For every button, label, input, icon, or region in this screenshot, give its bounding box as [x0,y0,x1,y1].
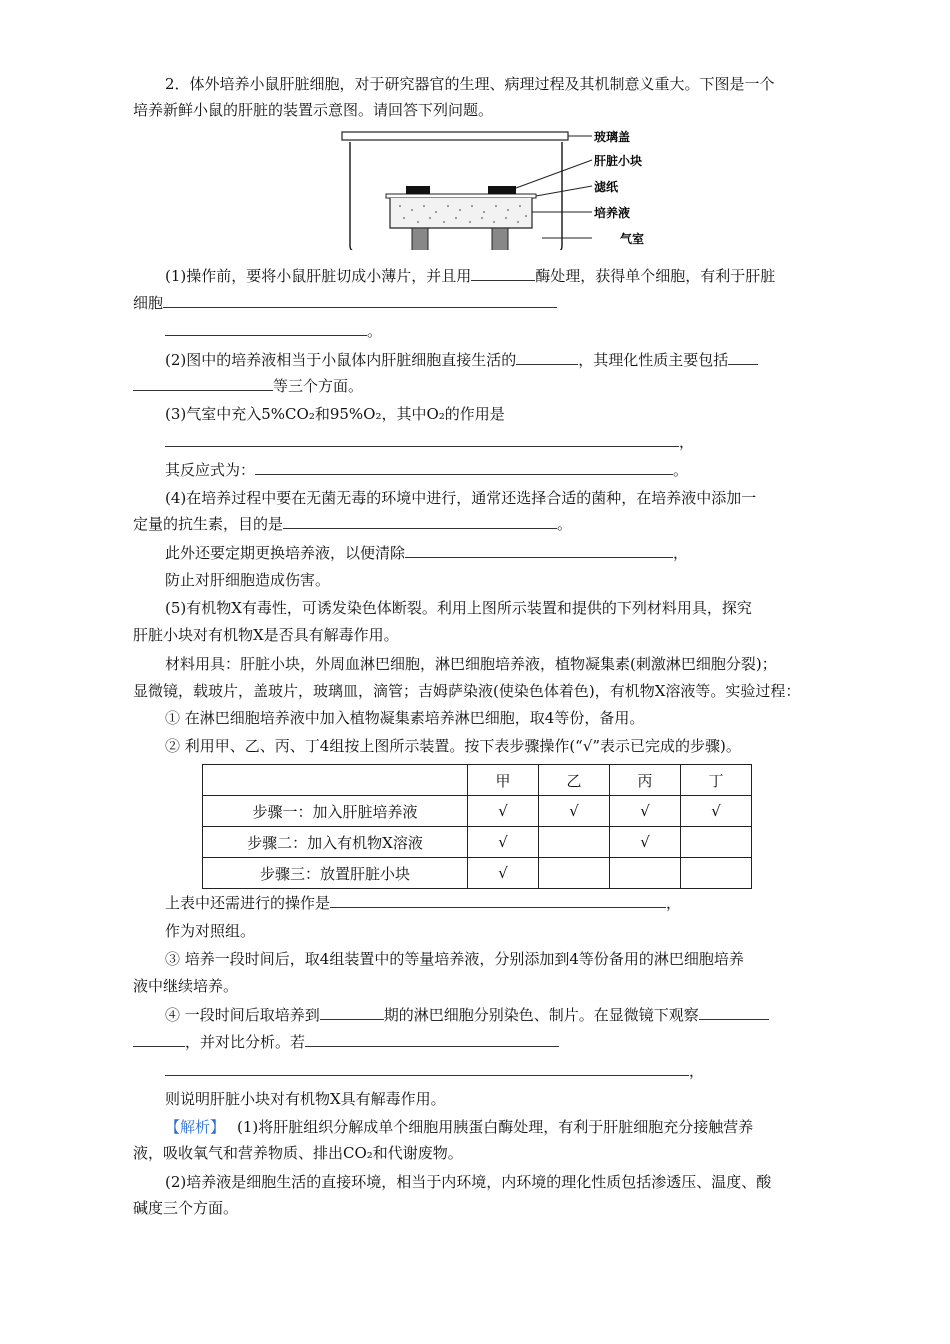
q4-blank-clear[interactable] [405,543,673,558]
table-cell [539,858,610,889]
q3-text-reaction: 其反应式为： [165,461,256,479]
table-cell [539,827,610,858]
q4-text-a: 定量的抗生素，目的是 [133,515,284,533]
table-cell: √ [610,796,681,827]
q2-text-end: 等三个方面。 [273,377,364,395]
table-header-cell: 乙 [539,765,610,796]
step4-blank-phase[interactable] [320,1005,384,1020]
table-cell [610,858,681,889]
label-filter-paper: 滤纸 [594,180,619,194]
q1-line3 [165,321,382,341]
q4-text-comma: ， [673,544,689,562]
label-liver-block: 肝脏小块 [594,154,643,168]
q4-line4: 防止对肝细胞造成伤害。 [165,571,331,589]
liver-block-left-shape [406,186,430,194]
step4-blank-observe-2[interactable] [133,1032,185,1047]
question-intro-line1: 2．体外培养小鼠肝脏细胞，对于研究器官的生理、病理过程及其机制意义重大。下图是一个 [165,75,775,93]
q3-line3 [165,460,688,480]
q4-line2 [133,514,572,534]
q4-line1: (4)在培养过程中要在无菌无毒的环境中进行，通常还选择合适的菌种，在培养液中添加一 [165,489,757,507]
q1-blank-benefit-1[interactable] [163,293,557,308]
label-air-chamber: 气室 [620,232,645,246]
q5-line2: 肝脏小块对有机物X是否具有解毒作用。 [133,626,399,644]
step4-line3 [165,1061,704,1081]
step4-line1 [165,1005,769,1025]
q3-blank-o2-role[interactable] [165,432,679,447]
after-table-line1 [165,893,681,913]
liver-block-right-shape [488,186,516,194]
table-cell: √ [539,796,610,827]
step4-text-comma: ， [689,1062,705,1080]
table-header-cell: 丁 [681,765,752,796]
table-row [203,827,752,858]
step4-text-b: 期的淋巴细胞分别染色、制片。在显微镜下观察 [383,1006,699,1024]
step4-text-c: ，并对比分析。若 [185,1033,306,1051]
q3-line1: (3)气室中充入5%CO₂和95%O₂，其中O₂的作用是 [165,405,505,423]
q1-line2 [133,293,557,313]
q5-step2: ② 利用甲、乙、丙、丁4组按上图所示装置。按下表步骤操作(“√”表示已完成的步骤)。 [165,737,741,755]
support-leg-right-shape [492,228,508,250]
leader-line-filter-paper [536,186,592,196]
support-leg-left-shape [412,228,428,250]
q1-text-a: (1)操作前，要将小鼠肝脏切成小薄片，并且用 [165,267,472,285]
q3-blank-reaction[interactable] [255,460,673,475]
q2-line1 [165,350,758,370]
q2-line2 [133,376,363,396]
table-row [203,796,752,827]
table-header-row [203,765,752,796]
table-cell: √ [610,827,681,858]
analysis-line3: (2)培养液是细胞生活的直接环境，相当于内环境，内环境的理化性质包括渗透压、温度、酸 [165,1173,772,1191]
table-header-cell: 甲 [468,765,539,796]
step4-blank-result-2[interactable] [165,1061,689,1076]
q1-blank-enzyme[interactable] [471,266,535,281]
q4-text-end: 。 [557,515,573,533]
step4-blank-result-1[interactable] [305,1032,559,1047]
q5-step1: ① 在淋巴细胞培养液中加入植物凝集素培养淋巴细胞，取4等份，备用。 [165,709,645,727]
culture-apparatus-diagram [330,120,650,250]
label-glass-cover: 玻璃盖 [594,130,631,144]
table-cell: √ [468,858,539,889]
filter-paper-shape [386,194,536,198]
step4-blank-observe-1[interactable] [699,1005,769,1020]
leader-line-liver-block [516,160,592,188]
table-cell: 步骤二：加入有机物X溶液 [203,827,468,858]
q1-text-end: 。 [367,322,383,340]
q2-text-a: (2)图中的培养液相当于小鼠体内肝脏细胞直接生活的 [165,351,517,369]
q4-line3 [165,543,688,563]
analysis-line4: 碱度三个方面。 [133,1199,239,1217]
after-table-line2: 作为对照组。 [165,922,256,940]
q2-text-b: ，其理化性质主要包括 [578,351,729,369]
q1-line1 [165,266,775,286]
step3-line2: 液中继续培养。 [133,977,239,995]
q5-materials-line2: 显微镜，载玻片，盖玻片，玻璃皿，滴管；吉姆萨染液(使染色体着色)，有机物X溶液等。实验过程： [133,682,801,700]
steps-table [202,764,752,889]
culture-dish-shape [390,198,532,228]
table-header-cell: 丙 [610,765,681,796]
q2-blank-properties-2[interactable] [133,376,273,391]
q2-blank-environment[interactable] [516,350,578,365]
q3-text-end: 。 [673,461,689,479]
table-cell: 步骤三：放置肝脏小块 [203,858,468,889]
glass-cover-shape [342,132,568,140]
question-intro-line2: 培养新鲜小鼠的肝脏的装置示意图。请回答下列问题。 [133,101,494,119]
q1-blank-benefit-2[interactable] [165,321,367,336]
analysis-text-1: (1)将肝脏组织分解成单个细胞用胰蛋白酶处理，有利于肝脏细胞充分接触营养 [237,1118,754,1136]
q1-text-cell: 细胞 [133,294,164,312]
table-cell [681,858,752,889]
q5-line1: (5)有机物X有毒性，可诱发染色体断裂。利用上图所示装置和提供的下列材料用具，探究 [165,599,752,617]
q5-materials-line1: 材料用具：肝脏小块，外周血淋巴细胞，淋巴细胞培养液，植物凝集素(刺激淋巴细胞分裂)； [165,655,777,673]
analysis-line2: 液，吸收氧气和营养物质、排出CO₂和代谢废物。 [133,1144,463,1162]
q3-line2 [165,432,694,452]
table-cell: √ [468,827,539,858]
analysis-line1 [165,1117,753,1137]
table-cell: 步骤一：加入肝脏培养液 [203,796,468,827]
table-cell [681,827,752,858]
after-table-comma: ， [666,894,682,912]
step4-text-a: ④ 一段时间后取培养到 [165,1006,320,1024]
q2-blank-properties-1[interactable] [728,350,758,365]
conclusion-line: 则说明肝脏小块对有机物X具有解毒作用。 [165,1090,446,1108]
table-header-cell [203,765,468,796]
table-row [203,858,752,889]
control-operation-blank[interactable] [330,893,666,908]
step4-line2 [133,1032,559,1052]
q3-text-comma: ， [679,433,695,451]
label-culture-fluid: 培养液 [594,206,631,220]
step3-line1: ③ 培养一段时间后，取4组装置中的等量培养液，分别添加到4等份备用的淋巴细胞培养 [165,950,744,968]
analysis-tag: 【解析】 [165,1118,226,1136]
after-table-text: 上表中还需进行的操作是 [165,894,331,912]
q4-blank-purpose[interactable] [283,514,557,529]
q1-text-b: 酶处理，获得单个细胞，有利于肝脏 [535,267,776,285]
table-cell: √ [681,796,752,827]
table-cell: √ [468,796,539,827]
q4-text-b: 此外还要定期更换培养液，以便清除 [165,544,406,562]
